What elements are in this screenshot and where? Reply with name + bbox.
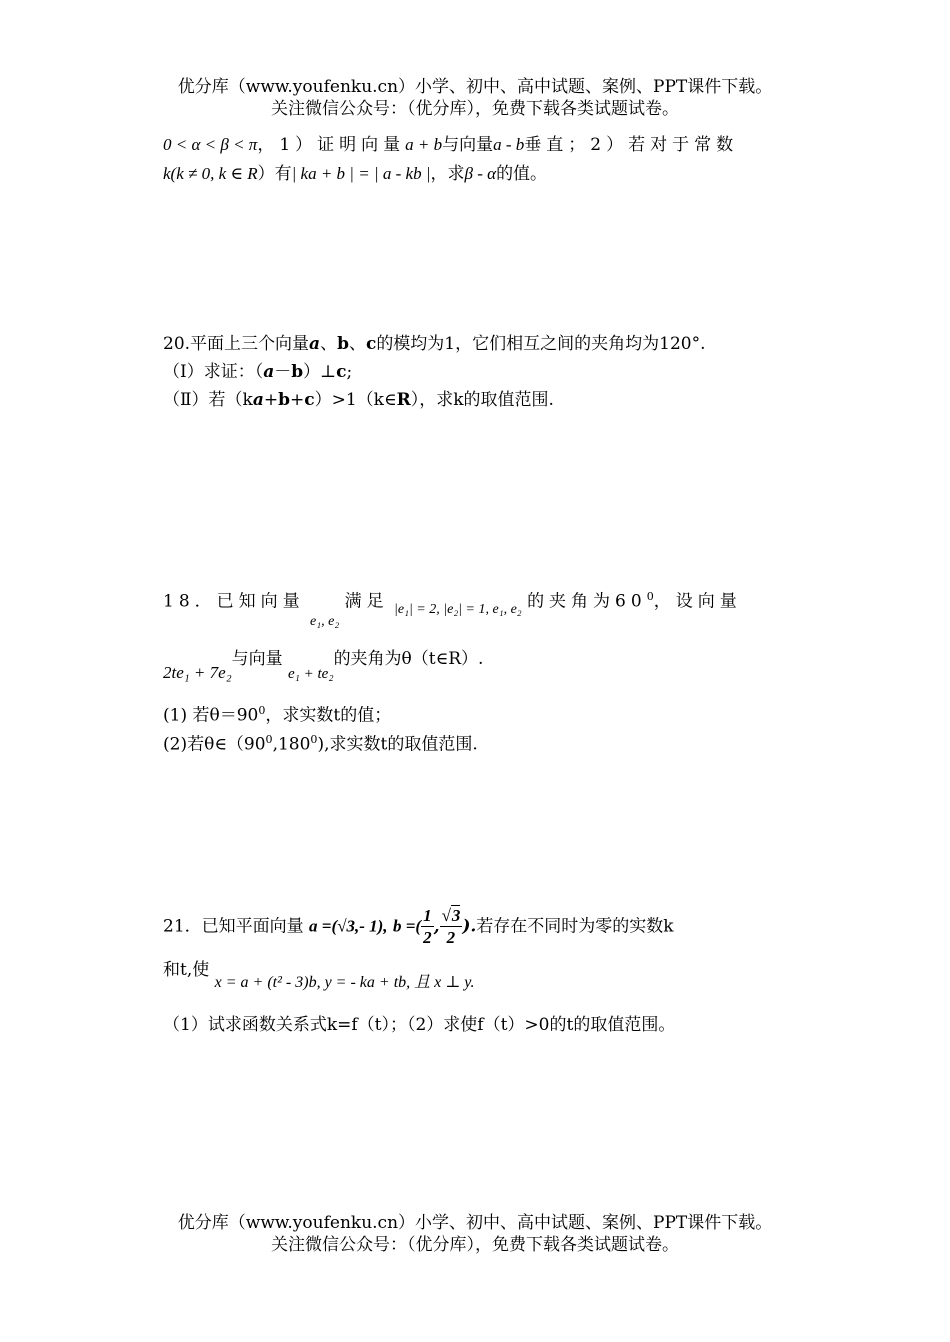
q18-s2-end: ),求实数t的取值范围.: [317, 734, 478, 755]
q18-vector-expr-2: e₁ + te₂: [288, 666, 334, 682]
q18-degree-1: 0: [646, 590, 654, 603]
q20-text-2: 的模均为1，它们相互之间的夹角均为120°.: [376, 334, 706, 354]
q20-vec-a: a: [309, 334, 321, 354]
q18-text-5: 与向量: [231, 649, 283, 669]
q18-condition: |e₁| = 2, |e₂| = 1, e₁, e₂: [394, 601, 522, 617]
q19-beta-minus-alpha: β - α: [464, 164, 497, 183]
q21-parts: [163, 1015, 675, 1036]
q19-condition: 0 < α < β < π: [163, 135, 258, 154]
q20-s2-R: R: [396, 390, 411, 410]
q21-close: ).: [462, 916, 477, 937]
q20-vec-c: c: [365, 334, 377, 354]
q20-s2-b: b: [278, 390, 291, 410]
q20-s1-minus: －: [274, 362, 292, 382]
q18-part-2: [163, 733, 478, 756]
q21-xy-definition: x = a + (t² - 3)b, y = - ka + tb, 且 x ⊥ y.: [214, 974, 475, 991]
q18-text-4: ，设向量: [653, 591, 742, 612]
q19-a-minus-b: a - b: [493, 135, 525, 154]
q18-s2-pre: (2)若θ∈（90: [163, 734, 266, 755]
q21-fraction-half: [421, 905, 434, 949]
q20-s2-mid: ）>1（k∈: [314, 390, 397, 410]
q18-text-6: 的夹角为θ（t∈R）.: [333, 649, 484, 669]
q19-abs-equation: | ka + b | = | a - kb |: [291, 164, 431, 183]
q19-text-6: 的值。: [496, 164, 548, 184]
q19-text-1: ，1）证明向量: [257, 135, 406, 155]
q21-questions: （1）试求函数关系式k=f（t）；（2）求使f（t）>0的t的取值范围。: [163, 1015, 676, 1035]
q20-stem: [163, 334, 705, 355]
q19-text-3: 垂直；2）若对于常数: [524, 135, 739, 155]
q20-s1-a: a: [263, 362, 275, 382]
q18-stem-line-1: [163, 590, 742, 629]
q20-part-2: [163, 390, 554, 411]
q20-part-1: [163, 362, 352, 383]
q20-sep-1: 、: [320, 334, 338, 354]
q20-s1-end: ;: [346, 362, 353, 382]
q20-vec-b: b: [337, 334, 349, 354]
q21-text-1: 21．已知平面向量: [163, 916, 304, 937]
q18-s2-degree-1: 0: [265, 733, 273, 746]
q18-part-1: [163, 704, 391, 727]
q18-s1-end: ，求实数t的值；: [265, 705, 392, 726]
q21-fraction-sqrt3: $\frac{√3}{2}$: [441, 906, 461, 948]
q19-text-5: ，求: [430, 164, 465, 184]
q20-s1-c: c: [336, 362, 347, 382]
header-line-2: 关注微信公众号：（优分库），免费下载各类试题试卷。: [271, 99, 679, 119]
q21-sqrt3-numerator: 3: [451, 906, 461, 925]
q18-s1-degree: 0: [258, 704, 266, 717]
q18-s2-mid: ,180: [272, 734, 311, 755]
q21-vector-b: b =(: [392, 916, 422, 936]
q20-sep-2: 、: [348, 334, 366, 354]
q21-text-3: 和t,使: [163, 960, 210, 980]
q21-stem-line-2: [163, 960, 475, 991]
q20-s1-perp: ）⊥: [303, 362, 337, 382]
q21-sqrt3-denominator: 2: [446, 928, 456, 948]
q18-vectors-e1-e2: e₁, e₂: [310, 613, 340, 629]
q19-a-plus-b: a + b: [405, 135, 443, 154]
q20-s2-end: ），求k的取值范围.: [410, 390, 554, 410]
q18-s2-degree-2: 0: [310, 733, 318, 746]
q20-text-1: 20.平面上三个向量: [163, 334, 310, 354]
footer-line-1: 优分库（www.youfenku.cn）小学、初中、高中试题、案例、PPT课件下载。: [177, 1213, 773, 1233]
q20-s2-pre: （Ⅱ）若（k: [163, 390, 253, 410]
q21-half-denominator: 2: [423, 928, 432, 948]
q20-s2-plus-2: +: [290, 390, 305, 410]
q20-s1-b: b: [291, 362, 304, 382]
q19-text-2: 与向量: [442, 135, 494, 155]
q18-s1-pre: (1) 若θ＝90: [163, 705, 259, 726]
q21-comma: ,: [433, 916, 440, 937]
q20-s1-pre: （Ⅰ）求证：（: [163, 362, 264, 382]
q19-k-definition: k(k ≠ 0, k ∈ R: [163, 164, 258, 183]
q18-stem-line-2: [163, 648, 484, 682]
q21-stem-line-1: [163, 905, 674, 949]
q21-half-numerator: 1: [421, 905, 434, 927]
q21-vector-a: a =(√3,- 1),: [309, 916, 388, 936]
q20-s2-c: c: [304, 390, 315, 410]
q19-line-2: [163, 163, 547, 185]
q20-s2-plus-1: +: [263, 390, 279, 410]
q18-text-1: 18．已知向量: [163, 591, 305, 612]
q19-text-4: ）有: [257, 164, 292, 184]
q21-text-2: 若存在不同时为零的实数k: [476, 916, 674, 937]
q20-s2-a: a: [252, 390, 264, 410]
q18-vector-expr-1: 2te₁ + 7e₂: [163, 663, 232, 682]
footer-line-2: 关注微信公众号：（优分库），免费下载各类试题试卷。: [271, 1235, 679, 1255]
q19-line-1: [163, 134, 738, 156]
q18-text-2: 满足: [344, 591, 389, 612]
header-line-1: 优分库（www.youfenku.cn）小学、初中、高中试题、案例、PPT课件下载。: [177, 77, 773, 97]
q18-text-3: 的夹角为60: [527, 591, 647, 612]
